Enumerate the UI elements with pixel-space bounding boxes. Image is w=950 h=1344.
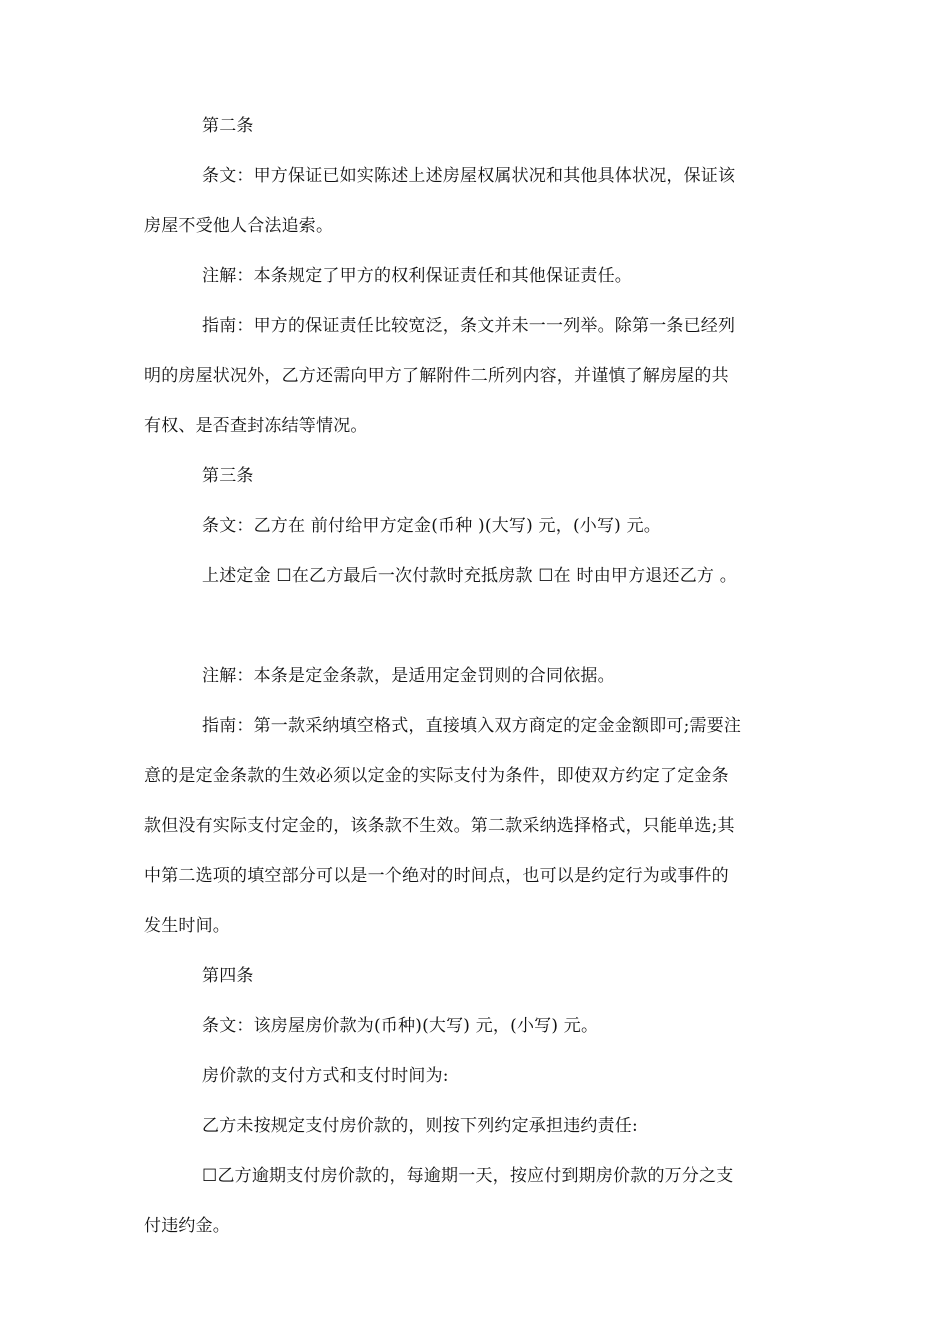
article-3-guide-line-2: 意的是定金条款的生效必须以定金的实际支付为条件，即使双方约定了定金条: [144, 766, 729, 786]
article-2-note: 注解：本条规定了甲方的权利保证责任和其他保证责任。: [202, 266, 632, 286]
article-4-text-line-1: 条文：该房屋房价款为(币种)(大写) 元，(小写) 元。: [202, 1016, 599, 1036]
article-3-guide-line-4: 中第二选项的填空部分可以是一个绝对的时间点，也可以是约定行为或事件的: [144, 866, 729, 886]
article-3-text-line-2: 上述定金 ☐在乙方最后一次付款时充抵房款 ☐在 时由甲方退还乙方 。: [202, 566, 737, 586]
article-3-guide-line-1: 指南：第一款采纳填空格式，直接填入双方商定的定金金额即可;需要注: [202, 716, 742, 736]
article-3-guide-line-3: 款但没有实际支付定金的，该条款不生效。第二款采纳选择格式，只能单选;其: [144, 816, 735, 836]
article-2-text-line-2: 房屋不受他人合法追索。: [144, 216, 334, 236]
article-2-text-line-1: 条文：甲方保证已如实陈述上述房屋权属状况和其他具体状况，保证该: [202, 166, 736, 186]
article-4-option-line-1: ☐乙方逾期支付房价款的，每逾期一天，按应付到期房价款的万分之支: [202, 1166, 734, 1186]
article-2-guide-line-3: 有权、是否查封冻结等情况。: [144, 416, 368, 436]
article-4-option-line-2: 付违约金。: [144, 1216, 230, 1236]
article-2-guide-line-1: 指南：甲方的保证责任比较宽泛，条文并未一一列举。除第一条已经列: [202, 316, 736, 336]
article-3-heading: 第三条: [202, 466, 254, 486]
article-2-guide-line-2: 明的房屋状况外，乙方还需向甲方了解附件二所列内容，并谨慎了解房屋的共: [144, 366, 729, 386]
article-4-text-line-3: 乙方未按规定支付房价款的，则按下列约定承担违约责任:: [202, 1116, 638, 1136]
article-3-guide-line-5: 发生时间。: [144, 916, 230, 936]
article-3-text-line-1: 条文：乙方在 前付给甲方定金(币种 )(大写) 元，(小写) 元。: [202, 516, 662, 536]
article-4-heading: 第四条: [202, 966, 254, 986]
article-2-heading: 第二条: [202, 116, 254, 136]
article-3-note: 注解：本条是定金条款，是适用定金罚则的合同依据。: [202, 666, 615, 686]
article-4-text-line-2: 房价款的支付方式和支付时间为:: [202, 1066, 449, 1086]
